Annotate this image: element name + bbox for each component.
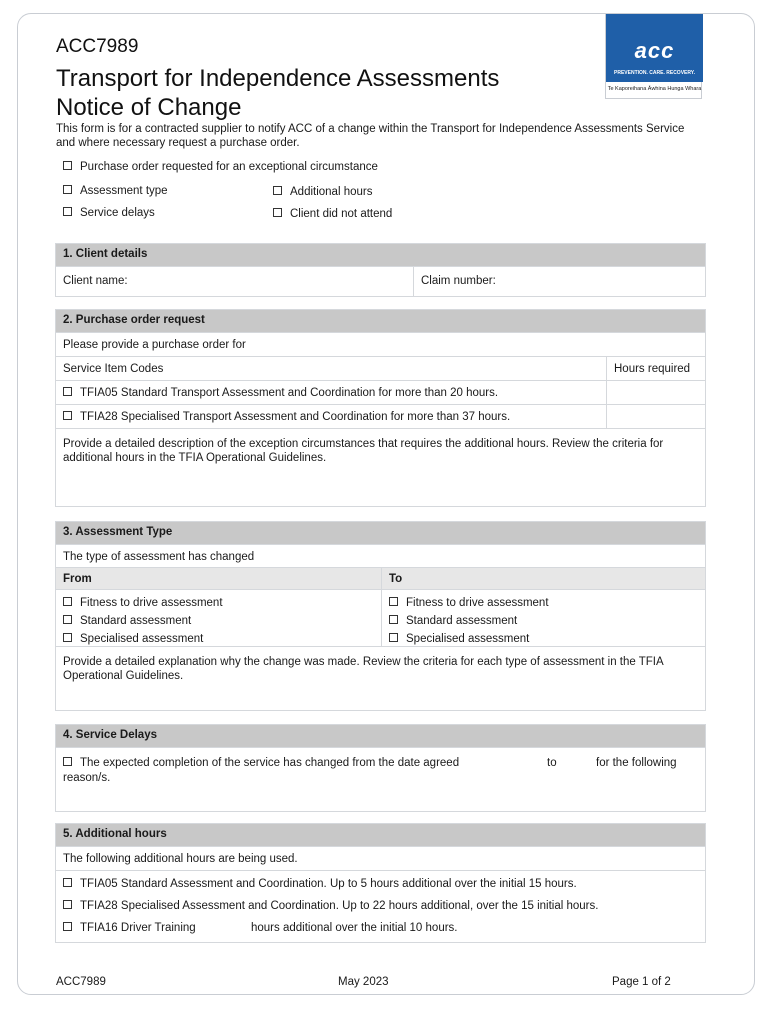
from-to-options-row bbox=[56, 589, 705, 646]
checkbox[interactable] bbox=[63, 161, 72, 170]
additional-hours-options bbox=[56, 870, 705, 942]
option-purchase-order[interactable] bbox=[63, 161, 378, 173]
to-standard-option[interactable] bbox=[389, 612, 700, 630]
acc-logo bbox=[605, 13, 702, 99]
from-options bbox=[56, 590, 381, 646]
intro-text: This form is for a contracted supplier to notify ACC of a change within the Transport for Independence Assessments Service and where necessary request a purchase order. bbox=[56, 123, 685, 149]
change-explanation-field[interactable] bbox=[56, 646, 705, 710]
option-label: Fitness to drive assessment bbox=[406, 597, 549, 609]
to-label: To bbox=[381, 568, 707, 589]
client-details-row bbox=[56, 266, 705, 296]
tfia05-option[interactable] bbox=[56, 381, 606, 404]
option-label: Assessment type bbox=[80, 185, 168, 197]
tfia28-hours-field[interactable] bbox=[606, 405, 707, 428]
checkbox[interactable] bbox=[63, 900, 72, 909]
hours-being-used-row: The following additional hours are being used. bbox=[56, 846, 705, 870]
option-label: TFIA28 Specialised Assessment and Coordination. Up to 22 hours additional, over the 15 initial hours. bbox=[80, 900, 599, 912]
option-label: Specialised assessment bbox=[406, 633, 530, 645]
exception-description-field[interactable] bbox=[56, 428, 705, 506]
option-client-did-not-attend[interactable] bbox=[273, 208, 392, 220]
please-provide-row: Please provide a purchase order for bbox=[56, 332, 705, 356]
option-label: TFIA05 Standard Transport Assessment and Coordination for more than 20 hours. bbox=[80, 387, 499, 399]
tfia28-additional-option[interactable] bbox=[63, 895, 698, 917]
checkbox[interactable] bbox=[389, 597, 398, 606]
checkbox[interactable] bbox=[63, 922, 72, 931]
section-heading: 5. Additional hours bbox=[56, 824, 705, 846]
option-label: TFIA16 Driver Training bbox=[80, 922, 196, 934]
checkbox[interactable] bbox=[389, 615, 398, 624]
section-client-details bbox=[55, 243, 706, 297]
option-assessment-type[interactable] bbox=[63, 185, 168, 197]
checkbox[interactable] bbox=[63, 597, 72, 606]
option-label-suffix: hours additional over the initial 10 hours. bbox=[251, 922, 458, 934]
claim-number-field[interactable] bbox=[413, 267, 707, 296]
option-label: TFIA05 Standard Assessment and Coordination. Up to 5 hours additional over the initial 15 hours. bbox=[80, 878, 577, 890]
tfia05-additional-option[interactable] bbox=[63, 873, 698, 895]
title-line-2: Notice of Change bbox=[56, 94, 242, 121]
hours-required-label: Hours required bbox=[606, 357, 707, 380]
section-service-delays bbox=[55, 724, 706, 812]
form-code: ACC7989 bbox=[56, 36, 139, 57]
checkbox[interactable] bbox=[273, 208, 282, 217]
option-service-delays[interactable] bbox=[63, 207, 155, 219]
checkbox[interactable] bbox=[63, 207, 72, 216]
checkbox[interactable] bbox=[63, 387, 72, 396]
section-heading: 1. Client details bbox=[56, 244, 705, 266]
service-codes-header-row bbox=[56, 356, 705, 380]
option-label: Standard assessment bbox=[406, 615, 518, 627]
service-delay-to: to bbox=[547, 757, 557, 769]
footer-date: May 2023 bbox=[338, 976, 389, 988]
tfia05-hours-field[interactable] bbox=[606, 381, 707, 404]
option-label: Specialised assessment bbox=[80, 633, 204, 645]
logo-mark: acc bbox=[634, 38, 675, 63]
section-heading: 3. Assessment Type bbox=[56, 522, 705, 544]
from-to-header-row bbox=[56, 567, 705, 589]
to-options bbox=[381, 590, 707, 646]
section-additional-hours bbox=[55, 823, 706, 943]
section-heading: 2. Purchase order request bbox=[56, 310, 705, 332]
service-codes-label: Service Item Codes bbox=[63, 363, 164, 375]
checkbox[interactable] bbox=[63, 878, 72, 887]
checkbox[interactable] bbox=[63, 633, 72, 642]
client-name-field[interactable] bbox=[56, 267, 413, 296]
service-delay-line bbox=[63, 756, 459, 771]
checkbox[interactable] bbox=[389, 633, 398, 642]
tfia05-row bbox=[56, 380, 705, 404]
from-fitness-option[interactable] bbox=[63, 594, 374, 612]
option-label: Purchase order requested for an exceptional circumstance bbox=[80, 161, 378, 173]
checkbox[interactable] bbox=[63, 411, 72, 420]
client-name-label: Client name: bbox=[63, 275, 128, 287]
section-purchase-order bbox=[55, 309, 706, 507]
page-title bbox=[56, 64, 576, 122]
option-label: Client did not attend bbox=[290, 208, 393, 220]
option-label: Additional hours bbox=[290, 186, 373, 198]
tfia28-row bbox=[56, 404, 705, 428]
type-changed-row: The type of assessment has changed bbox=[56, 544, 705, 567]
from-standard-option[interactable] bbox=[63, 612, 374, 630]
footer-form-code: ACC7989 bbox=[56, 976, 106, 988]
checkbox[interactable] bbox=[63, 615, 72, 624]
option-label: Standard assessment bbox=[80, 615, 192, 627]
change-explanation-label: Provide a detailed explanation why the change was made. Review the criteria for each type of assessment in the TFIA Operational Guidelines. bbox=[63, 656, 664, 682]
logo-tagline: PREVENTION. CARE. RECOVERY. bbox=[614, 70, 695, 76]
checkbox[interactable] bbox=[273, 186, 282, 195]
option-label: Service delays bbox=[80, 207, 155, 219]
service-delay-reasons: reason/s. bbox=[63, 772, 111, 784]
from-label: From bbox=[63, 573, 92, 585]
option-label: TFIA28 Specialised Transport Assessment and Coordination for more than 37 hours. bbox=[80, 411, 511, 423]
footer-page-number: Page 1 of 2 bbox=[612, 976, 671, 988]
exception-description-label: Provide a detailed description of the exception circumstances that requires the additional hours. Review the criteria for additional hours in the TFIA Operational Guidelines. bbox=[63, 438, 664, 464]
service-delay-text: The expected completion of the service has changed from the date agreed bbox=[80, 757, 460, 769]
tfia16-additional-option[interactable] bbox=[63, 917, 698, 939]
claim-number-label: Claim number: bbox=[421, 275, 496, 287]
title-line-1: Transport for Independence Assessments bbox=[56, 65, 500, 92]
section-heading: 4. Service Delays bbox=[56, 725, 705, 747]
service-delay-field[interactable] bbox=[56, 747, 705, 811]
service-delay-following: for the following bbox=[596, 757, 677, 769]
tfia28-option[interactable] bbox=[56, 405, 606, 428]
to-fitness-option[interactable] bbox=[389, 594, 700, 612]
section-assessment-type bbox=[55, 521, 706, 711]
option-additional-hours[interactable] bbox=[273, 186, 372, 198]
checkbox[interactable] bbox=[63, 757, 72, 766]
option-label: Fitness to drive assessment bbox=[80, 597, 223, 609]
checkbox[interactable] bbox=[63, 185, 72, 194]
logo-maori-name: Te Kaporeihana Āwhina Hunga Whara bbox=[607, 86, 702, 92]
